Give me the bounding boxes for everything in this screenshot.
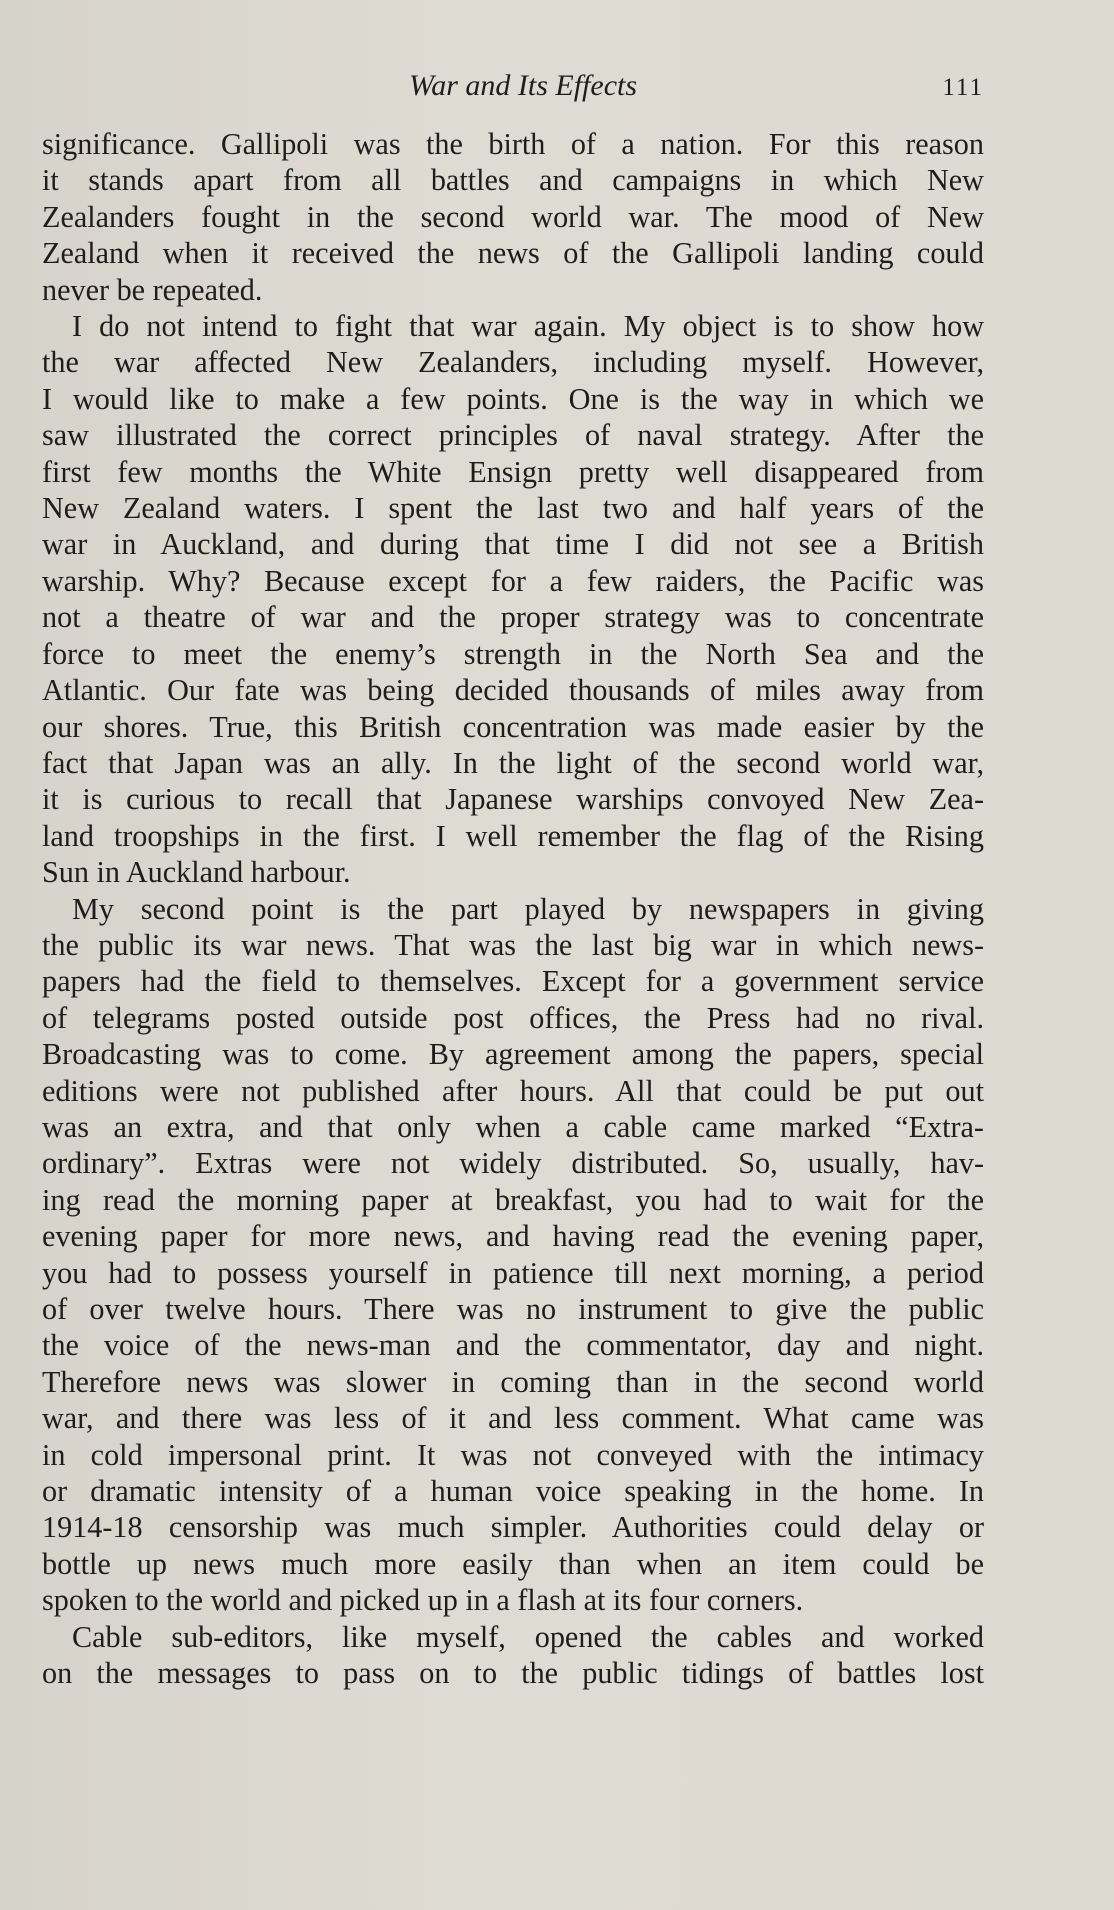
text-line: of telegrams posted outside post offices, the Press had no rival. bbox=[42, 1000, 984, 1035]
text-line: papers had the field to themselves. Except for a government service bbox=[42, 964, 984, 999]
text-line: of over twelve hours. There was no instrument to give the public bbox=[42, 1292, 984, 1326]
text-line: ordinary”. Extras were not widely distributed. So, usually, hav- bbox=[42, 1146, 984, 1181]
paragraph bbox=[42, 1619, 984, 1692]
text-line: was an extra, and that only when a cable came marked “Extra- bbox=[42, 1109, 984, 1144]
text-line: never be repeated. bbox=[42, 272, 263, 307]
text-line: spoken to the world and picked up in a flash at its four corners. bbox=[42, 1583, 804, 1618]
text-line: saw illustrated the correct principles of naval strategy. After the bbox=[42, 418, 984, 453]
text-line: the voice of the news-man and the commentator, day and night. bbox=[42, 1328, 984, 1363]
text-line: ing read the morning paper at breakfast, you had to wait for the bbox=[42, 1182, 984, 1217]
paragraph bbox=[42, 308, 984, 891]
text-line: Broadcasting was to come. By agreement among the papers, special bbox=[42, 1037, 984, 1072]
text-line: or dramatic intensity of a human voice speaking in the home. In bbox=[42, 1474, 984, 1509]
text-line: New Zealand waters. I spent the last two and half years of the bbox=[42, 491, 984, 526]
text-line: you had to possess yourself in patience till next morning, a period bbox=[42, 1255, 984, 1290]
text-line: force to meet the enemy’s strength in the North Sea and the bbox=[42, 636, 984, 671]
text-line: warship. Why? Because except for a few raiders, the Pacific was bbox=[42, 563, 984, 598]
page-number: 111 bbox=[942, 74, 984, 101]
text-line: Atlantic. Our fate was being decided thousands of miles away from bbox=[42, 673, 984, 708]
text-line: Therefore news was slower in coming than in the second world bbox=[42, 1364, 984, 1399]
text-line: Zealanders fought in the second world war. The mood of New bbox=[42, 199, 984, 234]
text-line: the public its war news. That was the last big war in which news- bbox=[42, 927, 984, 962]
text-line: the war affected New Zealanders, including myself. However, bbox=[42, 345, 984, 380]
paragraph bbox=[42, 891, 984, 1619]
running-title: War and Its Effects bbox=[408, 69, 638, 102]
text-line: it is curious to recall that Japanese warships convoyed New Zea- bbox=[42, 782, 984, 817]
text-line: our shores. True, this British concentration was made easier by the bbox=[42, 709, 984, 744]
text-line: on the messages to pass on to the public tidings of battles lost bbox=[42, 1656, 984, 1691]
text-line: editions were not published after hours. All that could be put out bbox=[42, 1073, 984, 1108]
text-line: 1914-18 censorship was much simpler. Authorities could delay or bbox=[42, 1510, 984, 1545]
page-header bbox=[42, 66, 984, 106]
text-line: war, and there was less of it and less comment. What came was bbox=[42, 1401, 984, 1436]
text-line: My second point is the part played by newspapers in giving bbox=[72, 891, 984, 926]
text-line: in cold impersonal print. It was not conveyed with the intimacy bbox=[42, 1437, 984, 1472]
text-line: it stands apart from all battles and campaigns in which New bbox=[42, 163, 984, 198]
text-line: Cable sub-editors, like myself, opened the cables and worked bbox=[72, 1619, 984, 1654]
text-line: significance. Gallipoli was the birth of a nation. For this reason bbox=[42, 127, 984, 161]
text-line: fact that Japan was an ally. In the light of the second world war, bbox=[42, 745, 984, 780]
text-line: Zealand when it received the news of the Gallipoli landing could bbox=[42, 236, 984, 271]
text-line: Sun in Auckland harbour. bbox=[42, 855, 351, 890]
body-text bbox=[42, 126, 984, 1691]
text-line: bottle up news much more easily than when an item could be bbox=[42, 1546, 984, 1581]
text-line: not a theatre of war and the proper strategy was to concentrate bbox=[42, 600, 984, 635]
text-line: I do not intend to fight that war again. My object is to show how bbox=[72, 309, 984, 344]
text-line: I would like to make a few points. One is the way in which we bbox=[42, 381, 984, 416]
text-line: land troopships in the first. I well remember the flag of the Rising bbox=[42, 818, 984, 853]
paragraph bbox=[42, 126, 984, 308]
text-line: war in Auckland, and during that time I did not see a British bbox=[42, 527, 984, 562]
text-line: evening paper for more news, and having read the evening paper, bbox=[42, 1219, 984, 1254]
text-line: first few months the White Ensign pretty well disappeared from bbox=[42, 454, 984, 489]
